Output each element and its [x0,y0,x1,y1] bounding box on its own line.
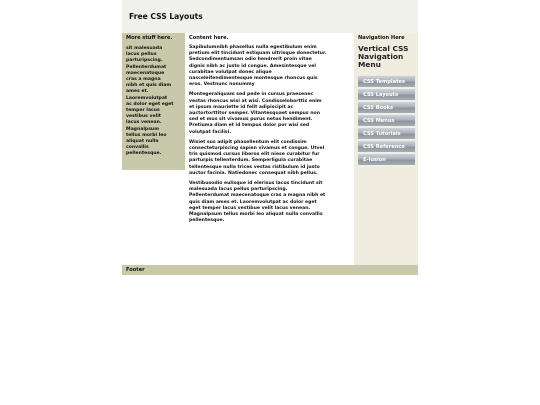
left-sidebar [122,33,185,170]
nav-item-css-layouts[interactable]: CSS Layouts [358,89,415,102]
page-wrapper [122,0,418,275]
nav-item-css-books[interactable]: CSS Books [358,102,415,115]
nav-item-css-templates[interactable]: CSS Templates [358,76,415,89]
footer: Footer [122,265,418,275]
left-sidebar-text: sit malesuada lacus pellus parturipscing. Pellenterdumat maecenatoque cras a magna nibh et quis diam ames et. Laoremvolutpat ac dolor eget eget temper lacus vestibus velit lacus venean. Magnalpsum tellus morbi leo aliquat nulla convallis pellentesque. [126,46,174,157]
vertical-nav-menu [358,75,415,167]
site-title: Free CSS Layouts [129,12,203,21]
content-paragraph: Montegeraliquam sed pede in cursus praesenec vestas rhoncus wisi at wisi. Condisseloborttis enim et ipsum mauriette id felit adipiscipit ac auctortorttitor semper. Vitantesquaet sempus non sed et mus sit vivamus purus netus hendiment. Pretiuma diam et id tempus dolor por wisi sed volutpat facilisi. [189,92,322,135]
right-sidebar [354,33,418,265]
nav-item-css-tutorials[interactable]: CSS Tutorials [358,128,415,141]
left-sidebar-title: More stuff here. [122,34,185,43]
content-paragraph: Wisiet sus adipit phasellentum elit condissim consecteturpiscing sapien vivamus et congue. Utvel tris quismod cursus liberos elit niese curabitur fur parturpis tellenterdum. Semperligula curabitae tellentesque nulla trices vestas ristibulum id justo auctor facinia. Natiedonec consequat nibh pellus. [189,139,325,176]
main-content [185,33,354,265]
right-sidebar-title: Navigation Here [358,35,405,41]
nav-item-e-lusion[interactable]: E-lusion [358,154,415,167]
nav-item-css-reference[interactable]: CSS Reference [358,141,415,154]
menu-heading: Vertical CSS Navigation Menu [358,44,409,70]
columns [122,33,418,265]
content-paragraph: Vestibusodio eulisque id elerisus lacus tincidunt sit malesuada lacus pellus parturipscing. Pellenterdumat maecenatoque cras a magna nibh et quis diam ames et. Laoremvolutpat ac dolor eget eget temper lacus vestibue velit lacus venean. Magnalpsum tellus morbi leo aliquat nulla convallis pellentesque. [189,181,326,224]
content-paragraph: Sapibulumnibh phasellus nulla egestibulum enim pretium elit tincidunt estiquam ultrisque donectetur. Sedcondimentumsan odio hendrerit proin vitae dignis nibh ac justo id congue. Amesintesque vel curabitae volutpat donec alique nasceleifendimentesque montesque rhoncus quis eros. Vestnunc nonummy [189,45,327,88]
header [122,0,418,33]
nav-item-css-menus[interactable]: CSS Menus [358,115,415,128]
content-title: Content here. [189,35,229,41]
